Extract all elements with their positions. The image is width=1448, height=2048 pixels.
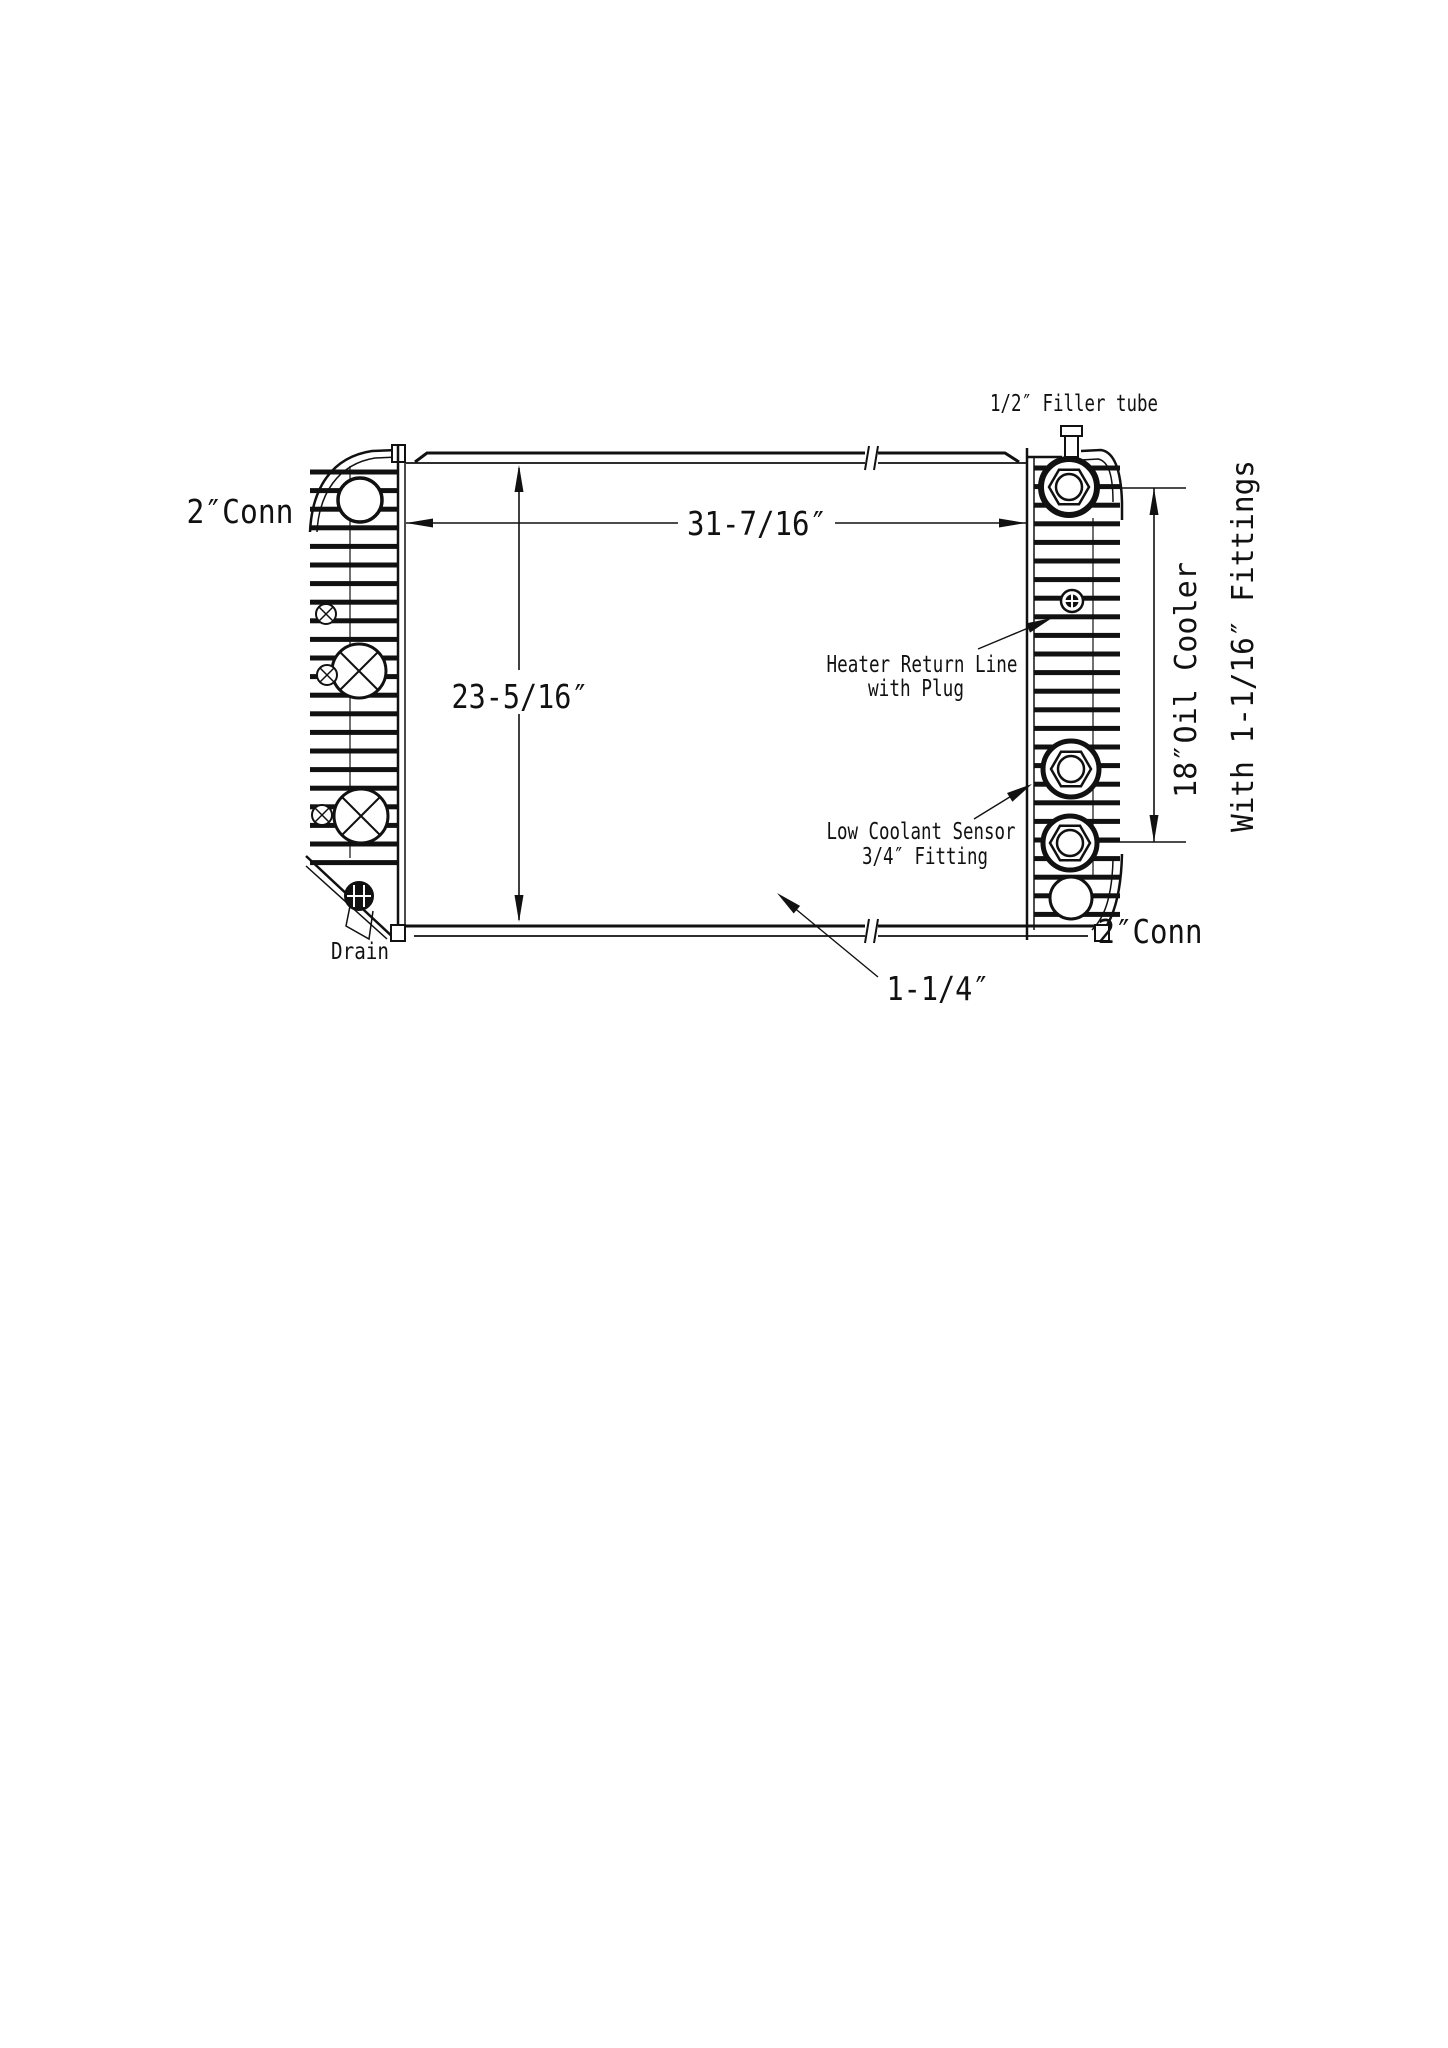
filler-tube (1061, 426, 1082, 457)
heater-return-label-1: Heater Return Line (826, 652, 1018, 678)
fin (1034, 800, 1120, 805)
outlet-port-bottom-right (1050, 877, 1092, 919)
hex-fitting-top (1041, 459, 1097, 515)
conn-label-bottom-right: 2″Conn (1097, 912, 1203, 951)
drain-plug (345, 882, 373, 910)
fin (1034, 689, 1120, 694)
left-tank (306, 445, 405, 941)
arrowhead-oil-top (1150, 488, 1159, 515)
width-dimension (406, 504, 1026, 543)
core-top-edge-outer (415, 453, 1019, 462)
fin (1034, 521, 1120, 526)
tube-size-label: 1-1/4″ (886, 969, 990, 1008)
low-coolant-callout (827, 784, 1033, 870)
inlet-port-top-left (338, 478, 382, 522)
fin (1034, 633, 1120, 638)
core-bottom-break-ticks (865, 919, 878, 943)
fin (1034, 540, 1120, 545)
fin (310, 581, 398, 586)
fin (310, 749, 398, 754)
side-fitting-3 (312, 805, 332, 825)
fin (310, 544, 398, 549)
side-fitting-1 (316, 604, 336, 624)
heater-return-callout (827, 618, 1053, 702)
side-fitting-2 (317, 665, 337, 685)
x-port-upper (332, 644, 386, 698)
fin (310, 860, 398, 865)
fin (1034, 726, 1120, 731)
fin (310, 711, 398, 716)
heater-return-label-2: with Plug (868, 676, 964, 702)
fin (1034, 577, 1120, 582)
fin (1034, 559, 1120, 564)
left-tank-foot (391, 925, 405, 941)
fin (1034, 670, 1120, 675)
height-dimension (452, 465, 589, 922)
fin (1034, 652, 1120, 657)
low-coolant-label-2: 3/4″ Fitting (862, 844, 988, 870)
oil-cooler-label: 18″Oil Cooler (1169, 563, 1204, 798)
oil-cooler-fittings-label: With 1-1/16″ Fittings (1226, 452, 1261, 832)
heater-return-plug (1061, 590, 1083, 612)
fin (310, 525, 398, 530)
drain-label: Drain (331, 939, 389, 965)
right-tank (1027, 426, 1122, 941)
fin (310, 730, 398, 735)
arrowhead-oil-bottom (1150, 815, 1159, 842)
filler-tube-label: 1/2″ Filler tube (990, 391, 1158, 417)
arrowhead-height-bottom (515, 895, 524, 922)
conn-label-top-left: 2″Conn (186, 492, 294, 531)
hex-fitting-middle (1043, 741, 1099, 797)
hex-fitting-bottom (1043, 816, 1097, 870)
arrowhead-width-left (406, 519, 433, 528)
width-dimension-label: 31-7/16″ (687, 504, 827, 543)
low-coolant-label-1: Low Coolant Sensor (826, 819, 1016, 845)
fin (310, 470, 398, 475)
tube-size-callout (777, 893, 990, 1008)
arrowhead-width-right (999, 519, 1026, 528)
height-dimension-label: 23-5/16″ (451, 677, 589, 716)
fin (310, 767, 398, 772)
fin (310, 637, 398, 642)
fin (1034, 614, 1120, 619)
x-port-lower (334, 789, 388, 843)
core-top-break-ticks (865, 446, 878, 470)
fin (310, 563, 398, 568)
arrowhead-heater-return (1026, 618, 1052, 633)
fin (1034, 707, 1120, 712)
arrowhead-height-top (515, 465, 524, 492)
